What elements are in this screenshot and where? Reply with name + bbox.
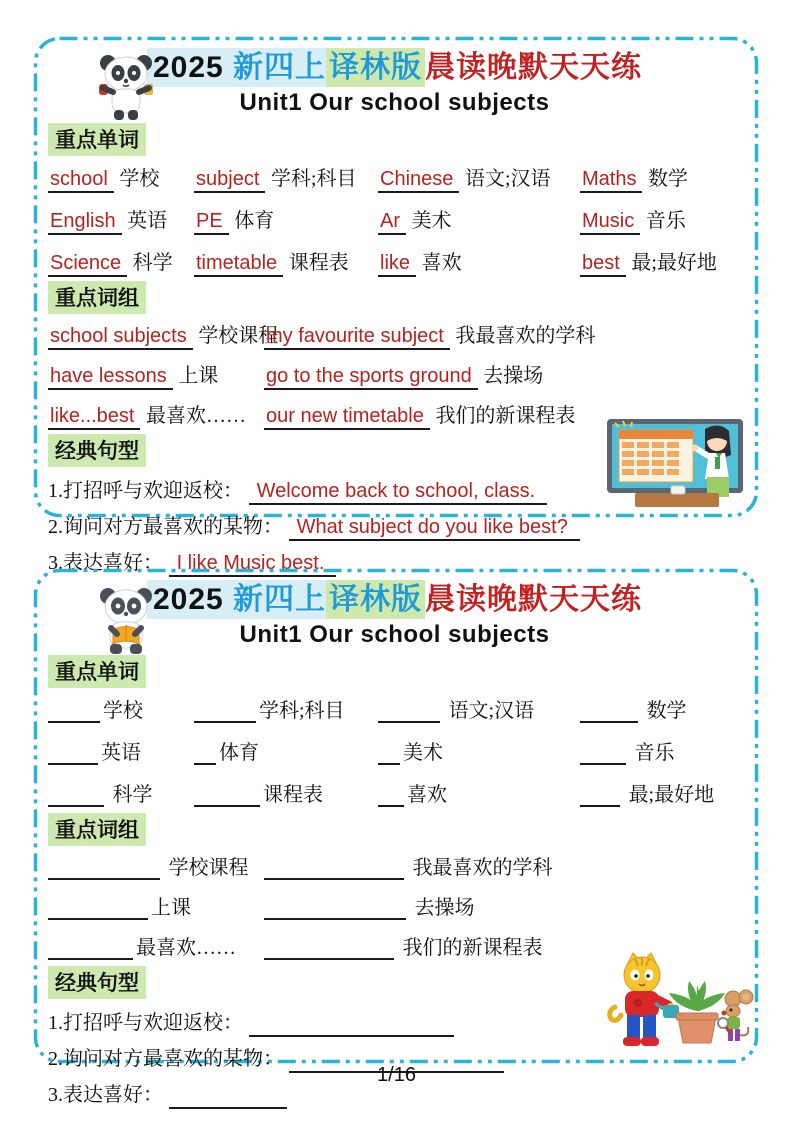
sentence-prompt: 1.打招呼与欢迎返校： (48, 1012, 243, 1034)
word-item (580, 204, 741, 233)
phrase-answer: school subjects (48, 325, 193, 350)
section-label-sentences: 经典句型 (48, 434, 146, 467)
phrase-list-blank (48, 851, 741, 960)
word-answer: Ar (378, 210, 406, 235)
phrase-item (48, 319, 279, 348)
word-item (580, 778, 741, 807)
section-label-words: 重点单词 (48, 123, 146, 156)
word-meaning: 美术 (403, 742, 443, 764)
unit-title: Unit1 Our school subjects (239, 89, 550, 116)
word-item (378, 204, 580, 233)
phrase-meaning: 去操场 (414, 897, 475, 919)
word-item (378, 736, 580, 765)
phrase-answer: go to the sports ground (264, 365, 478, 390)
word-answer: Science (48, 252, 127, 277)
word-item (580, 246, 741, 275)
word-answer: timetable (194, 252, 283, 277)
sentence-prompt: 1.打招呼与欢迎返校： (48, 480, 243, 502)
word-blank (48, 783, 104, 807)
word-meaning: 数学 (648, 168, 689, 190)
word-item (48, 778, 194, 807)
word-meaning: 语文;汉语 (464, 168, 551, 190)
page-number: 1/16 (377, 1064, 416, 1086)
word-blank (580, 741, 626, 765)
phrase-item (48, 399, 264, 428)
section-label-sentences: 经典句型 (48, 966, 146, 999)
phrase-blank (264, 896, 406, 920)
word-meaning: 课程表 (263, 784, 323, 806)
word-meaning: 学科;科目 (270, 168, 357, 190)
word-item (194, 162, 378, 191)
phrase-item (264, 319, 741, 348)
word-meaning: 科学 (112, 784, 153, 806)
word-item (378, 162, 580, 191)
word-answer: PE (194, 210, 229, 235)
word-meaning: 美术 (411, 210, 452, 232)
word-item (194, 694, 378, 723)
word-meaning: 体育 (219, 742, 259, 764)
title-year: 2025 (147, 580, 233, 619)
phrase-meaning: 学校课程 (168, 857, 249, 879)
word-blank (580, 699, 638, 723)
word-blank (194, 783, 260, 807)
phrase-meaning: 上课 (178, 365, 219, 387)
phrase-answer: my favourite subject (264, 325, 450, 350)
word-meaning: 科学 (132, 252, 173, 274)
word-answer: Chinese (378, 168, 459, 193)
word-meaning: 喜欢 (421, 252, 462, 274)
phrase-list-answered (48, 319, 741, 428)
phrase-answer: like...best (48, 405, 140, 430)
sentence-blank (249, 1013, 454, 1037)
title-series: 晨读晚默天天练 (425, 51, 643, 84)
phrase-answer: our new timetable (264, 405, 430, 430)
word-meaning: 学校 (119, 168, 160, 190)
panda-waving-icon (93, 52, 159, 129)
sentence-answer: I like Music best. (169, 552, 337, 577)
phrase-blank (264, 936, 394, 960)
sentence-prompt: 2.询问对方最喜欢的某物： (48, 516, 283, 538)
phrase-item (48, 851, 264, 880)
phrase-meaning: 最喜欢…… (146, 405, 247, 427)
section-label-phrases: 重点词组 (48, 281, 146, 314)
worksheet-card-answered (33, 36, 759, 574)
phrase-meaning: 我们的新课程表 (435, 405, 576, 427)
unit-title: Unit1 Our school subjects (239, 621, 550, 648)
word-blank (378, 699, 440, 723)
title-year: 2025 (147, 48, 233, 87)
phrase-meaning: 最喜欢…… (136, 937, 236, 959)
sentence-prompt: 3.表达喜好： (48, 552, 163, 574)
phrase-item (264, 891, 741, 920)
word-item (378, 778, 580, 807)
phrase-item (264, 359, 741, 388)
word-item (378, 246, 580, 275)
title-edition-blue: 新四上 (233, 580, 326, 619)
word-item (48, 204, 194, 233)
word-item (48, 246, 194, 275)
sentence-blank (169, 1085, 287, 1109)
phrase-blank (264, 856, 404, 880)
phrase-blank (48, 856, 160, 880)
word-answer: like (378, 252, 416, 277)
title-edition-green: 译林版 (326, 48, 425, 87)
word-answer: English (48, 210, 122, 235)
word-meaning: 学校 (103, 700, 143, 722)
word-item (580, 736, 741, 765)
word-item (194, 736, 378, 765)
phrase-meaning: 学校课程 (198, 325, 279, 347)
word-item (48, 162, 194, 191)
word-item (194, 246, 378, 275)
word-blank (378, 741, 400, 765)
word-list-blank (48, 694, 741, 807)
title-edition-blue: 新四上 (233, 48, 326, 87)
word-meaning: 音乐 (645, 210, 686, 232)
word-answer: Maths (580, 168, 642, 193)
word-meaning: 最;最好地 (631, 252, 717, 274)
word-list-answered (48, 162, 741, 275)
phrase-item (48, 359, 264, 388)
word-blank (378, 783, 404, 807)
phrase-blank (48, 896, 148, 920)
phrase-meaning: 我最喜欢的学科 (412, 857, 553, 879)
word-blank (48, 699, 100, 723)
word-answer: Music (580, 210, 640, 235)
word-meaning: 体育 (234, 210, 275, 232)
title-edition-green: 译林版 (326, 580, 425, 619)
word-item (580, 162, 741, 191)
phrase-blank (48, 936, 133, 960)
word-blank (580, 783, 620, 807)
title-series: 晨读晚默天天练 (425, 583, 643, 616)
word-item (48, 694, 194, 723)
word-answer: subject (194, 168, 265, 193)
word-meaning: 英语 (101, 742, 141, 764)
word-meaning: 英语 (127, 210, 168, 232)
sentence-answer: Welcome back to school, class. (249, 480, 548, 505)
word-meaning: 喜欢 (407, 784, 447, 806)
panda-reading-icon (93, 584, 159, 661)
phrase-item (48, 891, 264, 920)
phrase-meaning: 去操场 (483, 365, 544, 387)
word-item (194, 778, 378, 807)
sentence-prompt: 2.询问对方最喜欢的某物： (48, 1048, 283, 1070)
word-blank (194, 699, 256, 723)
phrase-meaning: 我们的新课程表 (402, 937, 543, 959)
word-item (194, 204, 378, 233)
word-meaning: 语文;汉语 (448, 700, 535, 722)
word-item (378, 694, 580, 723)
word-item (580, 694, 741, 723)
word-meaning: 最;最好地 (628, 784, 715, 806)
teacher-blackboard-illustration (605, 415, 751, 516)
sentence-prompt: 3.表达喜好： (48, 1084, 163, 1106)
word-answer: best (580, 252, 626, 277)
word-meaning: 学科;科目 (259, 700, 345, 722)
section-label-words: 重点单词 (48, 655, 146, 688)
word-blank (194, 741, 216, 765)
phrase-meaning: 上课 (151, 897, 191, 919)
sentence-answer: What subject do you like best? (289, 516, 580, 541)
word-answer: school (48, 168, 114, 193)
word-meaning: 音乐 (634, 742, 675, 764)
word-item (48, 736, 194, 765)
cat-watering-plant-illustration (605, 947, 753, 1064)
phrase-meaning: 我最喜欢的学科 (455, 325, 596, 347)
phrase-item (48, 931, 264, 960)
phrase-item (264, 851, 741, 880)
word-meaning: 数学 (646, 700, 687, 722)
word-meaning: 课程表 (288, 252, 349, 274)
phrase-answer: have lessons (48, 365, 173, 390)
sentence-item (48, 514, 741, 541)
section-label-phrases: 重点词组 (48, 813, 146, 846)
word-blank (48, 741, 98, 765)
